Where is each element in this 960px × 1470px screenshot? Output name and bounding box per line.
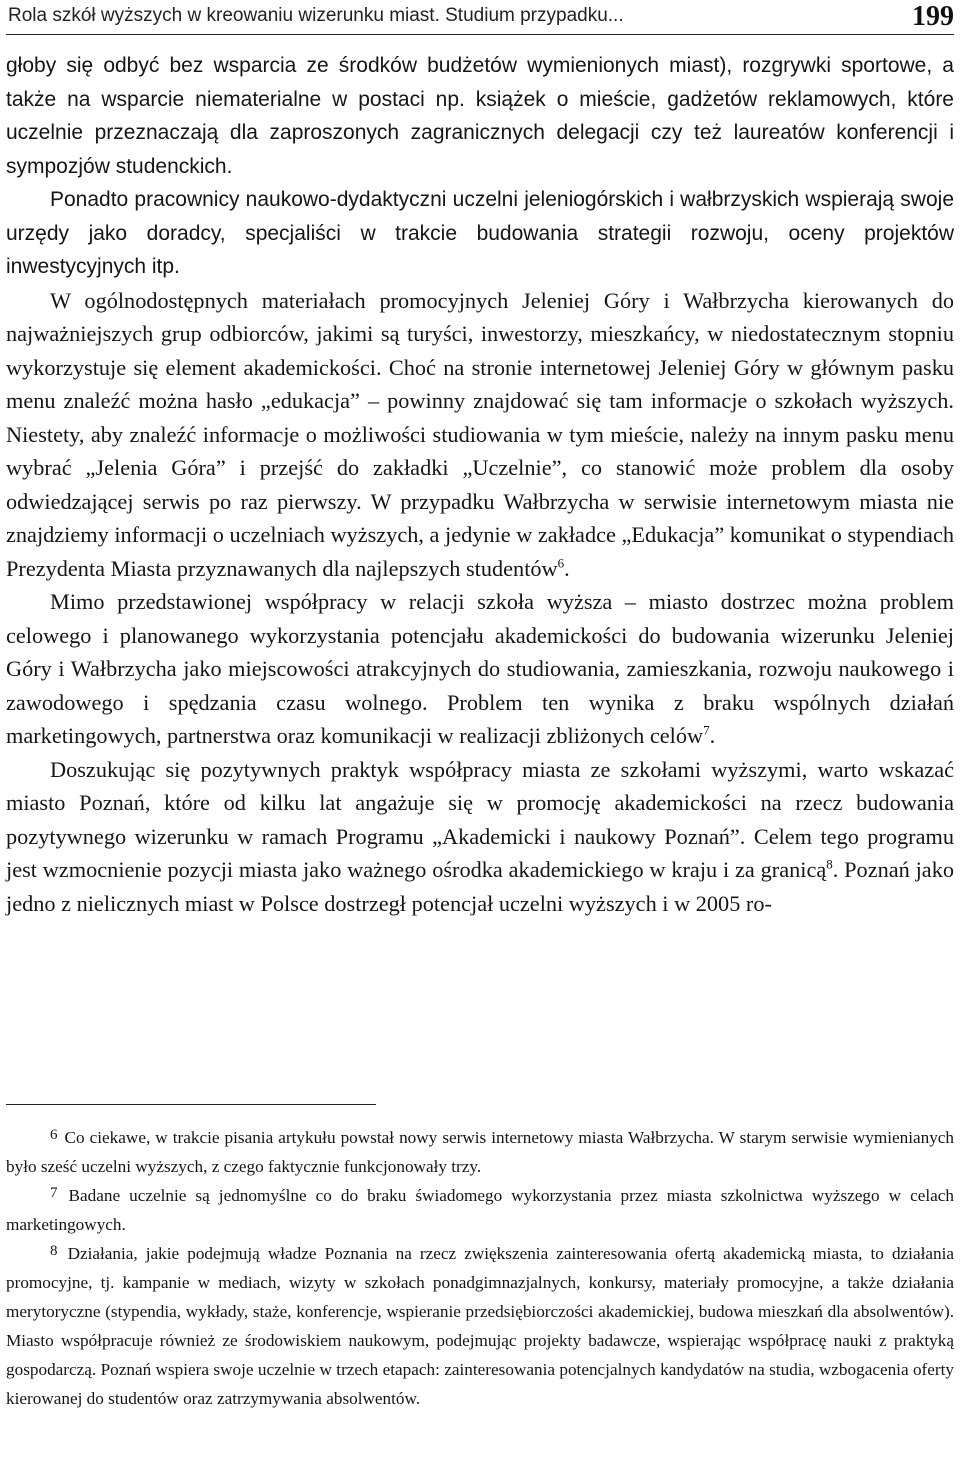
footnote-separator: [6, 1104, 376, 1105]
paragraph: W ogólnodostępnych materiałach promocyjnych Jeleniej Góry i Wałbrzycha kierowanych do najważniejszych grup odbiorców, jakimi są turyści, inwestorzy, mieszkańcy, w niedostatecznym stopniu wykorzystuje się element akademickości. Choć na stronie internetowej Jeleniej Góry w głównym pasku menu znaleźć można hasło „edukacja” – powinny znajdować się tam informacje o szkołach wyższych. Niestety, aby znaleźć informacje o możliwości studiowania w tym mieście, należy na innym pasku menu wybrać „Jelenia Góra” i przejść do zakładki „Uczelnie”, co stanowić może problem dla osoby odwiedzającej serwis po raz pierwszy. W przypadku Wałbrzycha w serwisie internetowym miasta nie znajdziemy informacji o uczelniach wyższych, a jedynie w zakładce „Edukacja” komunikat o stypendiach Prezydenta Miasta przyznawanych dla najlepszych studentów$^6$.: [6, 287, 954, 581]
footnote: [6, 1239, 954, 1413]
paragraph-text: Doszukując się pozytywnych praktyk współpracy miasta ze szkołami wyższymi, warto wskazać miasto Poznań, które od kilku lat angażuje się w promocję akademickości na rzecz budowania pozytywnego wizerunku w ramach Programu „Akademicki i naukowy Poznań”. Celem tego programu jest wzmocnienie pozycji miasta jako ważnego ośrodka akademickiego w kraju i za granicą: [6, 756, 954, 882]
footnote-number: 8: [50, 1243, 58, 1259]
paragraph: Ponadto pracownicy naukowo-dydaktyczni uczelni jeleniogórskich i wałbrzyskich wspierają swoje urzędy jako doradcy, specjaliści w trakcie budowania strategii rozwoju, oceny projektów inwestycyjnych itp.: [6, 188, 954, 278]
footnote-ref-8: 8: [826, 856, 833, 872]
footnote-text: Co ciekawe, w trakcie pisania artykułu powstał nowy serwis internetowy miasta Wałbrzycha. W starym serwisie wymienianych było sześć uczelni wyższych, z czego faktycznie funkcjonowały trzy.: [6, 1128, 955, 1176]
paragraph-text: W ogólnodostępnych materiałach promocyjnych Jeleniej Góry i Wałbrzycha kierowanych do najważniejszych grup odbiorców, jakimi są turyści, inwestorzy, mieszkańcy, w niedostatecznym stopniu wykorzystuje się element akademickości. Choć na stronie internetowej Jeleniej Góry w głównym pasku menu znaleźć można hasło „edukacja” – powinny znajdować się tam informacje o szkołach wyższych. Niestety, aby znaleźć informacje o możliwości studiowania w tym mieście, należy na innym pasku menu wybrać „Jelenia Góra” i przejść do zakładki „Uczelnie”, co stanowić może problem dla osoby odwiedzającej serwis po raz pierwszy. W przypadku Wałbrzycha w serwisie internetowym miasta nie znajdziemy informacji o uczelniach wyższych, a jedynie w zakładce „Edukacja” komunikat o stypendiach Prezydenta Miasta przyznawanych dla najlepszych studentów: [6, 287, 954, 581]
footnote-number: 7: [50, 1185, 58, 1201]
footnote-ref-7: 7: [703, 722, 710, 738]
paragraph-text: . Poznań jako jedno z nielicznych miast w Polsce dostrzegł potencjał uczelni wyższych i w 2005 ro-: [6, 857, 955, 916]
paragraph: [6, 753, 954, 921]
paragraph: Mimo przedstawionej współpracy w relacji szkoła wyższa – miasto dostrzec można problem celowego i planowanego wykorzystania potencjału akademickości do budowania wizerunku Jeleniej Góry i Wałbrzycha jako miejscowości atrakcyjnych do studiowania, zamieszkania, rozwoju naukowego i zawodowego i spędzania czasu wolnego. Problem ten wynika z braku wspólnych działań marketingowych, partnerstwa oraz komunikacji w realizacji zbliżonych celów$^7$.: [6, 589, 954, 748]
footnote-ref-6: 6: [557, 555, 565, 571]
paragraph-text: Mimo przedstawionej współpracy w relacji szkoła wyższa – miasto dostrzec można problem celowego i planowanego wykorzystania potencjału akademickości do budowania wizerunku Jeleniej Góry i Wałbrzycha jako miejscowości atrakcyjnych do studiowania, zamieszkania, rozwoju naukowego i zawodowego i spędzania czasu wolnego. Problem ten wynika z braku wspólnych działań marketingowych, partnerstwa oraz komunikacji w realizacji zbliżonych celów: [6, 589, 954, 748]
paragraph: głoby się odbyć bez wsparcia ze środków budżetów wymienionych miast), rozgrywki sportowe, a także na wsparcie niematerialne w postaci np. książek o mieście, gadżetów reklamowych, które uczelnie przeznaczają dla zaproszonych zagranicznych delegacji czy też laureatów konferencji i sympozjów studenckich.: [6, 54, 954, 178]
footnote-text: Badane uczelnie są jednomyślne co do braku świadomego wykorzystania przez miasta szkolnictwa wyższego w celach marketingowych.: [6, 1186, 954, 1234]
footnote-text: Działania, jakie podejmują władze Poznania na rzecz zwiększenia zainteresowania ofertą akademicką miasta, to działania promocyjne, tj. kampanie w mediach, wizyty w szkołach ponadgimnazjalnych, konkursy, materiały promocyjne, a także działania merytoryczne (stypendia, wykłady, staże, konferencje, wspieranie przedsiębiorczości akademickiej, budowa mieszkań dla absolwentów). Miasto współpracuje również ze środowiskiem naukowym, podejmując projekty badawcze, wspierając współpracę nauki z praktyką gospodarczą. Poznań wspiera swoje uczelnie w trzech etapach: zainteresowania potencjalnych kandydatów na studia, wzbogacenia oferty kierowanej do studentów oraz zatrzymywania absolwentów.: [6, 1244, 954, 1408]
footnote: [6, 1181, 954, 1239]
footnotes: [6, 1123, 954, 1413]
main-text: [6, 49, 954, 920]
page-number: 199: [912, 1, 954, 32]
footnote-number: 6: [50, 1127, 58, 1143]
footnote: [6, 1123, 954, 1181]
running-header: [6, 0, 954, 35]
running-title: Rola szkół wyższych w kreowaniu wizerunku miast. Studium przypadku...: [8, 5, 624, 26]
